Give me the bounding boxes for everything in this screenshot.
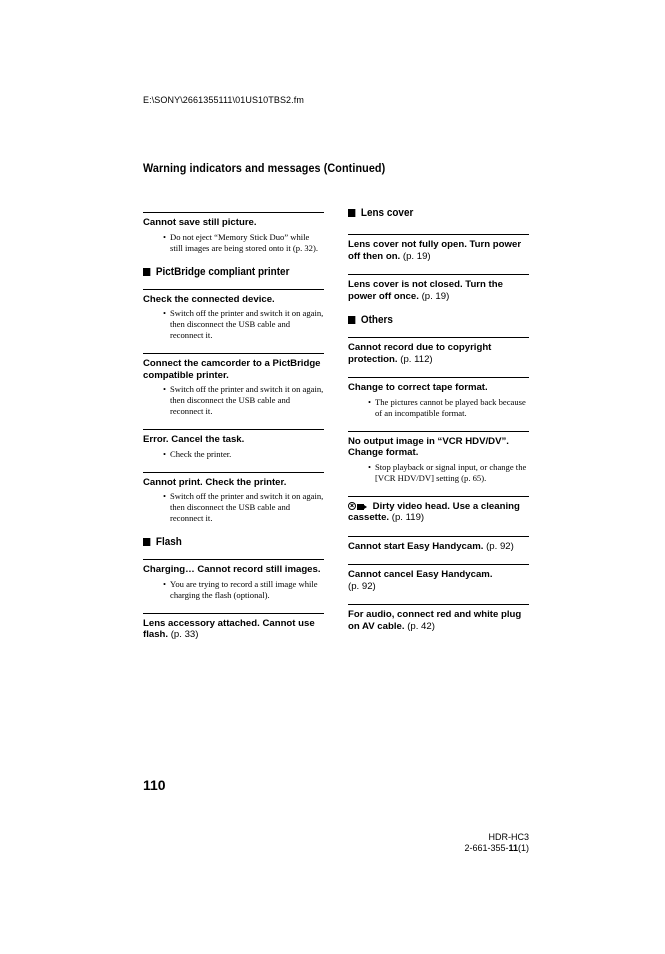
message-title-text: Lens cover not fully open. Turn power off then on. [348, 239, 522, 262]
message-entry-no-output [348, 431, 529, 484]
message-entry-error-cancel [143, 429, 324, 460]
video-head-icon [348, 502, 367, 510]
message-bullet: • Stop playback or signal input, or change the [VCR HDV/DV] setting (p. 65). [375, 462, 529, 484]
section-heading-label: Lens cover [360, 207, 414, 219]
message-title: Error. Cancel the task. [143, 434, 245, 445]
model-info [464, 832, 529, 854]
black-square-icon [348, 316, 355, 324]
page-reference: (p. 33) [170, 629, 199, 640]
message-title-text: Lens accessory attached. Cannot use flash. [143, 617, 315, 640]
section-heading-flash [143, 536, 310, 548]
message-title [348, 501, 529, 524]
black-square-icon [143, 268, 150, 276]
section-heading-label: Others [360, 314, 393, 326]
message-entry-cannot-start-handycam [348, 536, 529, 553]
message-title: Check the connected device. [143, 293, 275, 305]
page-number: 110 [143, 777, 166, 793]
model-name: HDR-HC3 [488, 832, 529, 842]
message-title-text: For audio, connect red and white plug on AV cable. [348, 609, 522, 632]
page-reference: (p. 92) [486, 540, 514, 552]
message-title: Connect the camcorder to a PictBridge compatible printer. [143, 358, 321, 381]
message-title [143, 618, 324, 641]
section-heading-lens-cover [348, 207, 515, 219]
warning-circle-x-icon [348, 502, 356, 510]
message-bullet: • Do not eject “Memory Stick Duo” while still images are being stored onto it (p. 32). [170, 232, 324, 254]
message-entry-audio-plug [348, 604, 529, 632]
message-title [348, 342, 529, 365]
section-heading-pictbridge [143, 266, 310, 278]
message-title [348, 239, 529, 262]
message-entry-charging [143, 559, 324, 601]
file-path: E:\SONY\2661355111\01US10TBS2.fm [143, 95, 304, 105]
part-number-prefix: 2-661-355- [464, 843, 509, 853]
message-title: Change to correct tape format. [348, 382, 488, 393]
message-title: No output image in “VCR HDV/DV”. Change format. [348, 435, 509, 458]
message-bullet: • Switch off the printer and switch it on again, then disconnect the USB cable and reconnect it. [170, 491, 324, 524]
page-title: Warning indicators and messages (Continued) [143, 161, 386, 175]
message-title-text: Cannot record due to copyright protection. [348, 342, 492, 365]
message-entry-tape-format [348, 377, 529, 419]
page-reference: (p. 19) [402, 250, 431, 262]
message-entry-lens-accessory [143, 613, 324, 641]
message-title-text: Dirty video head. Use a cleaning cassette. [348, 500, 520, 523]
black-square-icon [348, 209, 355, 217]
message-entry-lens-not-closed [348, 274, 529, 302]
message-entry-dirty-head [348, 496, 529, 524]
right-column [348, 207, 529, 644]
section-heading-others [348, 314, 515, 326]
message-bullet: • Check the printer. [170, 449, 324, 460]
message-bullet: • You are trying to record a still image while charging the flash (optional). [170, 579, 324, 601]
section-heading-label: Flash [155, 536, 182, 548]
message-entry-check-device [143, 289, 324, 342]
message-bullet: • The pictures cannot be played back because of an incompatible format. [375, 397, 529, 419]
message-title [348, 609, 529, 632]
page-reference: (p. 42) [407, 620, 435, 632]
page-reference: (p. 92) [348, 580, 376, 592]
message-title-text: Cannot cancel Easy Handycam. [348, 569, 493, 580]
message-entry-cannot-print [143, 472, 324, 525]
message-title: Charging… Cannot record still images. [143, 564, 321, 575]
page-reference: (p. 19) [421, 290, 450, 302]
page-reference: (p. 119) [391, 512, 425, 523]
video-camera-icon [357, 502, 367, 510]
black-square-icon [143, 538, 150, 546]
section-heading-label: PictBridge compliant printer [155, 265, 290, 278]
message-title [348, 569, 529, 592]
message-title-text: Lens cover is not closed. Turn the power off once. [348, 279, 503, 302]
message-bullet: • Switch off the printer and switch it on again, then disconnect the USB cable and reconnect it. [170, 384, 324, 417]
part-number-suffix: (1) [518, 843, 529, 853]
message-entry-copyright [348, 337, 529, 365]
left-column [143, 212, 324, 653]
message-entry-cannot-save [143, 212, 324, 254]
page-reference: (p. 112) [400, 353, 433, 365]
message-title: Cannot print. Check the printer. [143, 476, 287, 488]
message-entry-cannot-cancel-handycam [348, 564, 529, 592]
message-title [348, 279, 529, 302]
part-number [464, 843, 529, 854]
message-bullet: • Switch off the printer and switch it on again, then disconnect the USB cable and reconnect it. [170, 308, 324, 341]
part-number-bold: 11 [508, 843, 518, 853]
message-title: Cannot save still picture. [143, 217, 257, 228]
message-entry-lens-not-open [348, 234, 529, 262]
message-title-text: Cannot start Easy Handycam. [348, 540, 484, 552]
message-entry-connect-printer [143, 353, 324, 417]
message-title [348, 541, 529, 553]
